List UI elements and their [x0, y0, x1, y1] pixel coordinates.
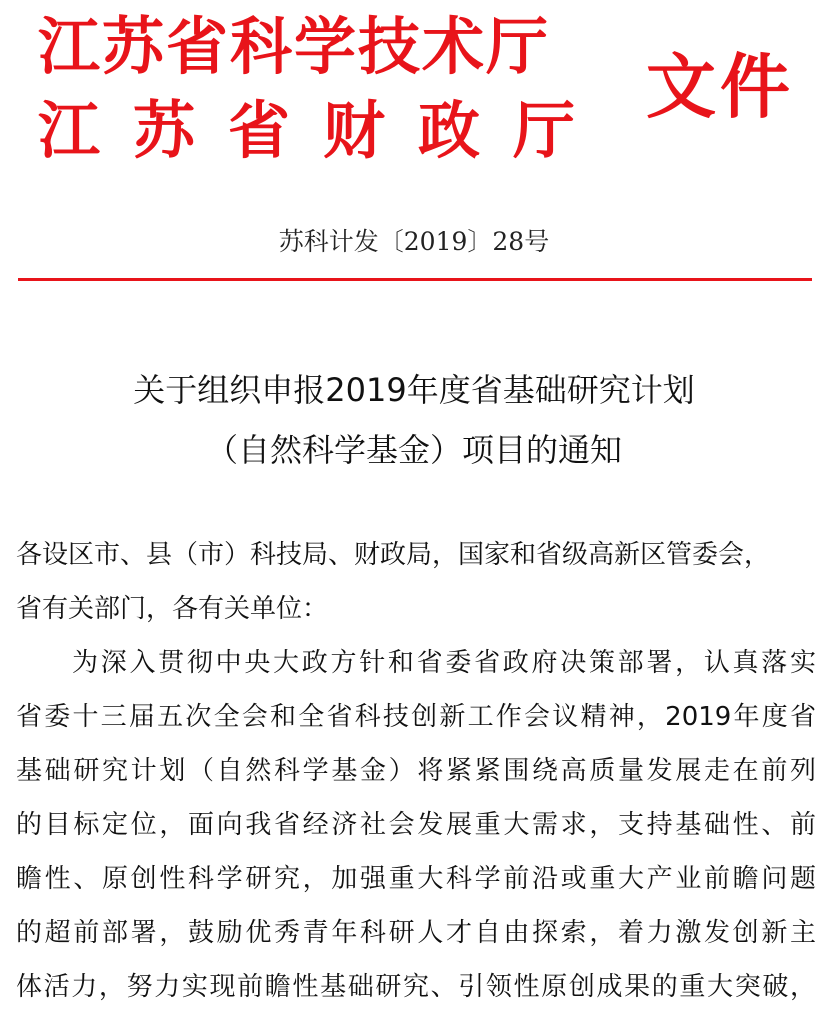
- body-line: 省有关部门，各有关单位：: [16, 594, 329, 624]
- red-separator-line: [18, 278, 812, 281]
- body-line: 体活力，努力实现前瞻性基础研究、引领性原创成果的重大突破，: [16, 972, 816, 1002]
- document-mark: 文件: [646, 46, 794, 128]
- body-line: 基础研究计划（自然科学基金）将紧紧围绕高质量发展走在前列: [16, 756, 816, 786]
- body-line: 各设区市、县（市）科技局、财政局，国家和省级高新区管委会，: [16, 540, 771, 570]
- notice-title-line-1: 关于组织申报2019年度省基础研究计划: [133, 371, 695, 409]
- issuer-name-finance-dept: 江苏省财政厅: [38, 94, 609, 167]
- notice-title-line-2: （自然科学基金）项目的通知: [205, 431, 622, 469]
- body-line: 瞻性、原创性科学研究，加强重大科学前沿或重大产业前瞻问题: [16, 864, 816, 894]
- body-line: 为深入贯彻中央大政方针和省委省政府决策部署，认真落实: [72, 648, 816, 678]
- red-header: [0, 0, 828, 190]
- body-line: 的超前部署，鼓励优秀青年科研人才自由探索，着力激发创新主: [16, 918, 816, 948]
- body-line: 省委十三届五次全会和全省科技创新工作会议精神，2019年度省: [16, 702, 816, 732]
- notice-body: [16, 528, 816, 1014]
- document-number: 苏科计发〔2019〕28号: [278, 227, 550, 256]
- issuer-name-science-dept: 江苏省科学技术厅: [38, 10, 551, 83]
- body-line: 的目标定位，面向我省经济社会发展重大需求，支持基础性、前: [16, 810, 816, 840]
